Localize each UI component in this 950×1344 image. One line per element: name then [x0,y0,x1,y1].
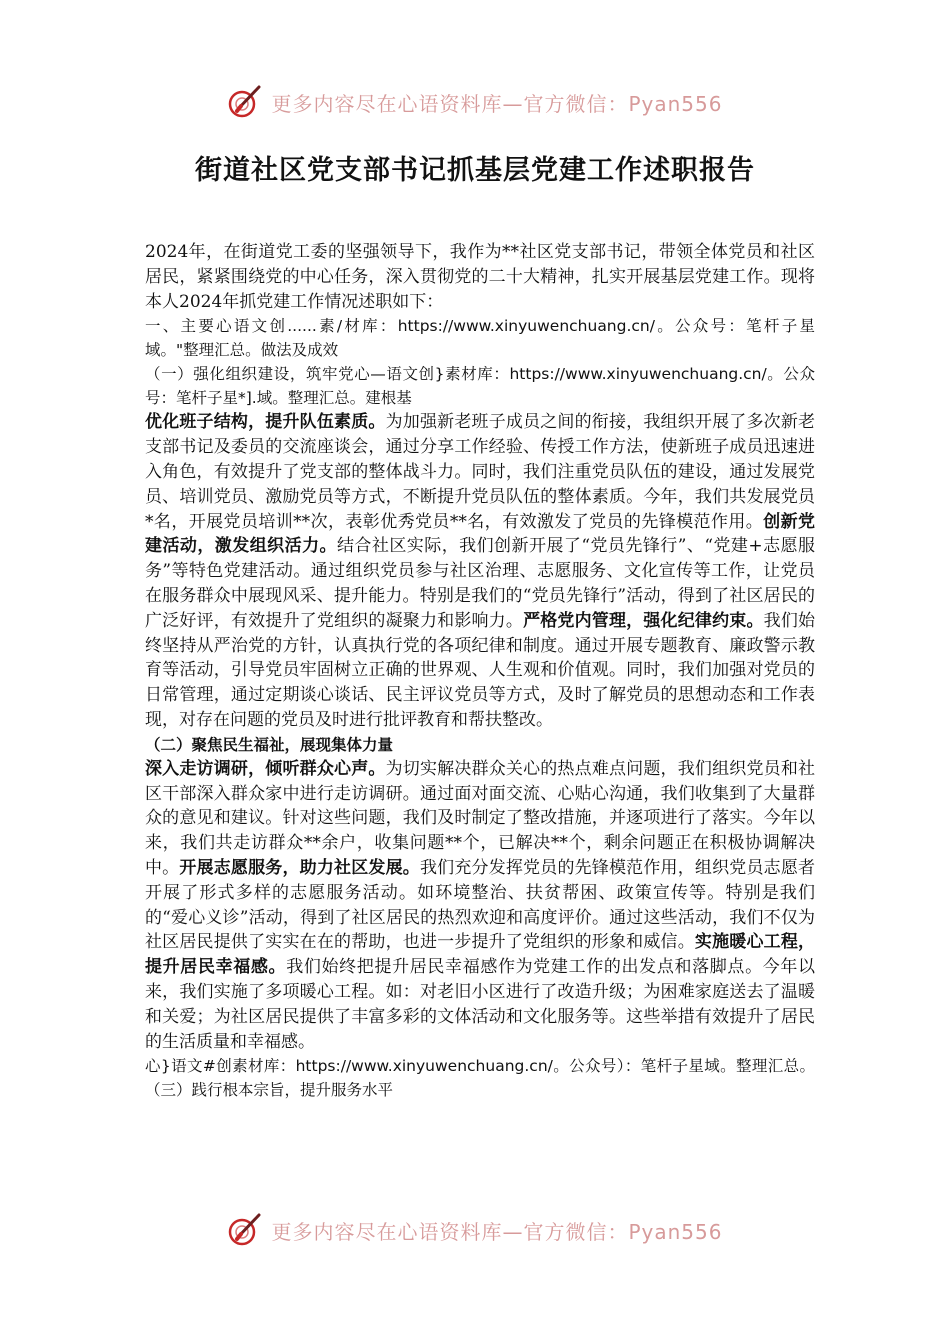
footer-note: 心}语文#创素材库：https://www.xinyuwenchuang.cn/。公众号）：笔杆子星域。整理汇总。（三）践行根本宗旨，提升服务水平 [145,1057,815,1100]
body-text: 结合社区实际，我们创新开展了“党员先锋行”、“党建+志愿服务”等特色党建活动。通过组织党员参与社区治理、志愿服务、文化宣传等工作，让党员在服务群众中展现风采、提升能力。特别是我们的“党员先锋行”活动，得到了社区居民的广泛好评，有效提升了党组织的凝聚力和影响力。 [145,536,815,631]
lead-phrase: 实施暖心工程，提升居民幸福感。 [145,932,816,978]
lead-phrase: 创新党建活动，激发组织活力。 [145,511,816,557]
intro-paragraph: 2024年，在街道党工委的坚强领导下，我作为**社区党支部书记，带领全体党员和社区居民，紧紧围绕党的中心任务，深入贯彻党的二十大精神，扎实开展基层党建工作。现将本人2024年抓党建工作情况述职如下： [145,242,815,312]
section-heading-1: 一、主要心语文创......素/材库：https://www.xinyuwenchuang.cn/。公众号：笔杆子星域。"整理汇总。做法及成效 [145,317,815,360]
watermark-header [0,82,950,122]
subsection-heading-2: （二）聚焦民生福祉，展现集体力量 [145,735,394,754]
document-body [145,240,815,1102]
body-text: 为切实解决群众关心的热点难点问题，我们组织党员和社区干部深入群众家中进行走访调研。通过面对面交流、心贴心沟通，我们收集到了大量群众的意见和建议。针对这些问题，我们及时制定了整改措施，并逐项进行了落实。今年以来，我们共走访群众**余户，收集问题**个，已解决**个，剩余问题正在积极协调解决中。 [145,758,816,878]
watermark-text: 更多内容尽在心语资料库—官方微信：Pyan556 [271,91,723,116]
lead-phrase: 开展志愿服务，助力社区发展。 [179,857,420,878]
body-text: 为加强新老班子成员之间的衔接，我组织开展了多次新老支部书记及委员的交流座谈会，通过分享工作经验、传授工作方法，使新班子成员迅速进入角色，有效提升了党支部的整体战斗力。同时，我们注重党员队伍的建设，通过发展党员、培训党员、激励党员等方式，不断提升党员队伍的整体素质。今年，我们共发展党员*名，开展党员培训**次，表彰优秀党员**名，有效激发了党员的先锋模范作用。 [145,412,816,532]
watermark-footer [0,1210,950,1250]
watermark-text: 更多内容尽在心语资料库—官方微信：Pyan556 [271,1219,723,1244]
body-text: 我们始终坚持从严治党的方针，认真执行党的各项纪律和制度。通过开展专题教育、廉政警示教育等活动，引导党员牢固树立正确的世界观、人生观和价值观。同时，我们加强对党员的日常管理，通过定期谈心谈话、民主评议党员等方式，及时了解党员的思想动态和工作表现，对存在问题的党员及时进行批评教育和帮扶整改。 [145,610,816,730]
lead-phrase: 严格党内管理，强化纪律约束。 [523,610,764,631]
body-text: 我们始终把提升居民幸福感作为党建工作的出发点和落脚点。今年以来，我们实施了多项暖心工程。如：对老旧小区进行了改造升级；为困难家庭送去了温暖和关爱；为社区居民提供了丰富多彩的文体活动和文化服务等。这些举措有效提升了居民的生活质量和幸福感。 [145,957,816,1052]
lead-phrase: 深入走访调研，倾听群众心声。 [145,758,386,779]
document-title: 街道社区党支部书记抓基层党建工作述职报告 [195,155,755,186]
paragraph-organization [145,410,815,732]
brush-logo-icon [227,84,263,120]
body-text: 我们充分发挥党员的先锋模范作用，组织党员志愿者开展了形式多样的志愿服务活动。如环境整治、扶贫帮困、政策宣传等。特别是我们的“爱心义诊”活动，得到了社区居民的热烈欢迎和高度评价。通过这些活动，我们不仅为社区居民提供了实实在在的帮助，也进一步提升了党组织的形象和威信。 [145,857,816,953]
brush-logo-icon [227,1212,263,1248]
subsection-heading-1: （一）强化组织建设，筑牢党心—语文创}素材库：https://www.xinyuwenchuang.cn/。公众号：笔杆子星*].域。整理汇总。建根基 [145,365,815,408]
lead-phrase: 优化班子结构，提升队伍素质。 [145,412,386,433]
paragraph-livelihood [145,757,815,1055]
